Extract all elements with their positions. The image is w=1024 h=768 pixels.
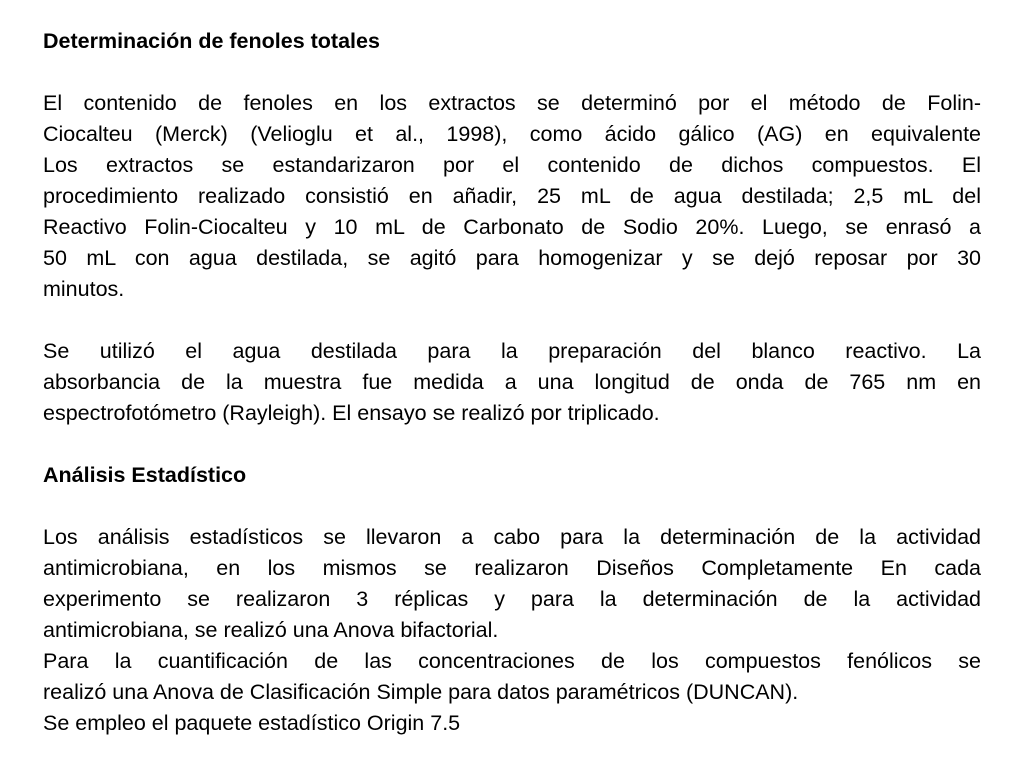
paragraph-paquete-origin bbox=[43, 708, 981, 739]
paragraph-metodo-folin bbox=[43, 88, 981, 305]
heading-determinacion-fenoles: Determinación de fenoles totales bbox=[43, 29, 380, 53]
text-line: procedimiento realizado consistió en añadir, 25 mL de agua destilada; 2,5 mL del bbox=[43, 184, 981, 208]
text-line: Los análisis estadísticos se llevaron a cabo para la determinación de la actividad bbox=[43, 525, 981, 549]
paragraph-analisis-actividad bbox=[43, 522, 981, 646]
text-line: Ciocalteu (Merck) (Velioglu et al., 1998), como ácido gálico (AG) en equivalente bbox=[43, 122, 981, 146]
text-line: Para la cuantificación de las concentraciones de los compuestos fenólicos se bbox=[43, 649, 981, 673]
text-line: realizó una Anova de Clasificación Simple para datos paramétricos (DUNCAN). bbox=[43, 680, 799, 704]
text-line: Los extractos se estandarizaron por el contenido de dichos compuestos. El bbox=[43, 153, 981, 177]
text-line: antimicrobiana, en los mismos se realizaron Diseños Completamente En cada bbox=[43, 556, 981, 580]
spacer bbox=[43, 491, 981, 522]
text-line: espectrofotómetro (Rayleigh). El ensayo se realizó por triplicado. bbox=[43, 401, 660, 425]
text-line: Se empleo el paquete estadístico Origin 7.5 bbox=[43, 711, 461, 735]
text-line: El contenido de fenoles en los extractos se determinó por el método de Folin- bbox=[43, 91, 981, 115]
text-line: absorbancia de la muestra fue medida a una longitud de onda de 765 nm en bbox=[43, 370, 981, 394]
text-line: experimento se realizaron 3 réplicas y para la determinación de la actividad bbox=[43, 587, 981, 611]
spacer bbox=[43, 57, 981, 88]
paragraph-cuantificacion bbox=[43, 646, 981, 708]
text-line: 50 mL con agua destilada, se agitó para homogenizar y se dejó reposar por 30 bbox=[43, 246, 981, 270]
text-line: Reactivo Folin-Ciocalteu y 10 mL de Carbonato de Sodio 20%. Luego, se enrasó a bbox=[43, 215, 981, 239]
spacer bbox=[43, 429, 981, 460]
text-line: Se utilizó el agua destilada para la preparación del blanco reactivo. La bbox=[43, 339, 981, 363]
spacer bbox=[43, 305, 981, 336]
heading-analisis-estadistico: Análisis Estadístico bbox=[43, 463, 247, 487]
text-line: minutos. bbox=[43, 277, 125, 301]
document-page bbox=[43, 26, 981, 739]
paragraph-blanco-reactivo bbox=[43, 336, 981, 429]
text-line: antimicrobiana, se realizó una Anova bifactorial. bbox=[43, 618, 499, 642]
